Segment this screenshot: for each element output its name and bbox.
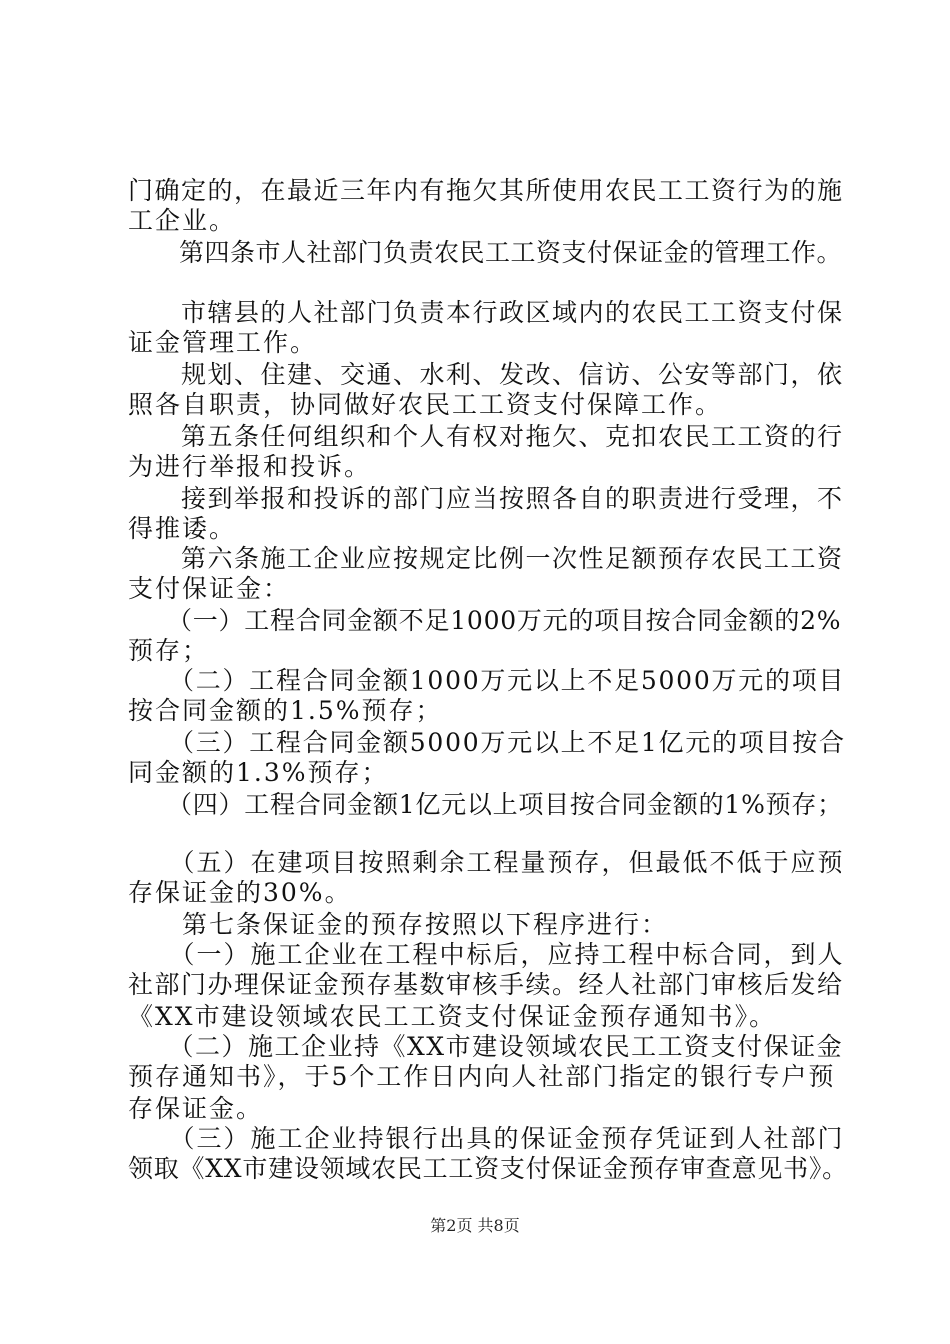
body-text-line: 同金额的1.3%预存；: [128, 758, 389, 787]
body-text-line: 《XX市建设领域农民工工资支付保证金预存通知书》。: [128, 1002, 777, 1031]
body-text-line: 第七条保证金的预存按照以下程序进行：: [128, 910, 669, 939]
body-text-line: 市辖县的人社部门负责本行政区域内的农民工工资支付保: [128, 298, 844, 327]
body-text-line: （四）工程合同金额1亿元以上项目按合同金额的1%预存；: [128, 790, 843, 819]
body-text-line: （三）施工企业持银行出具的保证金预存凭证到人社部门: [128, 1124, 845, 1153]
body-text-line: （一）施工企业在工程中标后，应持工程中标合同，到人: [128, 940, 845, 969]
body-text-line: （一）工程合同金额不足1000万元的项目按合同金额的2%: [128, 606, 842, 635]
body-text-line: 照各自职责，协同做好农民工工资支付保障工作。: [128, 390, 723, 419]
body-text-line: 接到举报和投诉的部门应当按照各自的职责进行受理，不: [128, 484, 844, 513]
body-text-line: 门确定的，在最近三年内有拖欠其所使用农民工工资行为的施: [128, 176, 844, 205]
body-text-line: 预存；: [128, 636, 210, 665]
body-text-line: （三）工程合同金额5000万元以上不足1亿元的项目按合: [128, 728, 846, 757]
body-text-line: 得推诿。: [128, 514, 237, 543]
body-text-line: 社部门办理保证金预存基数审核手续。经人社部门审核后发给: [128, 970, 844, 999]
body-text-line: 存保证金的30%。: [128, 878, 352, 907]
body-text-line: 证金管理工作。: [128, 328, 318, 357]
body-text-line: 第五条任何组织和个人有权对拖欠、克扣农民工工资的行: [128, 422, 844, 451]
body-text-line: 规划、住建、交通、水利、发改、信访、公安等部门，依: [128, 360, 844, 389]
body-text-line: （五）在建项目按照剩余工程量预存，但最低不低于应预: [128, 848, 845, 877]
body-text-line: 存保证金。: [128, 1094, 264, 1123]
body-text-line: 按合同金额的1.5%预存；: [128, 696, 443, 725]
body-text-line: 支付保证金：: [128, 574, 291, 603]
body-text-line: 工企业。: [128, 206, 237, 235]
body-text-line: （二）施工企业持《XX市建设领域农民工工资支付保证金: [128, 1032, 844, 1061]
body-text-line: 领取《XX市建设领域农民工工资支付保证金预存审查意见书》。: [128, 1154, 848, 1183]
body-text-line: 第四条市人社部门负责农民工工资支付保证金的管理工作。: [128, 238, 843, 267]
body-text-line: （二）工程合同金额1000万元以上不足5000万元的项目: [128, 666, 846, 695]
body-text-line: 第六条施工企业应按规定比例一次性足额预存农民工工资: [128, 544, 844, 573]
page-number-footer: 第2页 共8页: [430, 1216, 520, 1235]
body-text-line: 预存通知书》，于5个工作日内向人社部门指定的银行专户预: [128, 1062, 836, 1091]
body-text-line: 为进行举报和投诉。: [128, 452, 372, 481]
